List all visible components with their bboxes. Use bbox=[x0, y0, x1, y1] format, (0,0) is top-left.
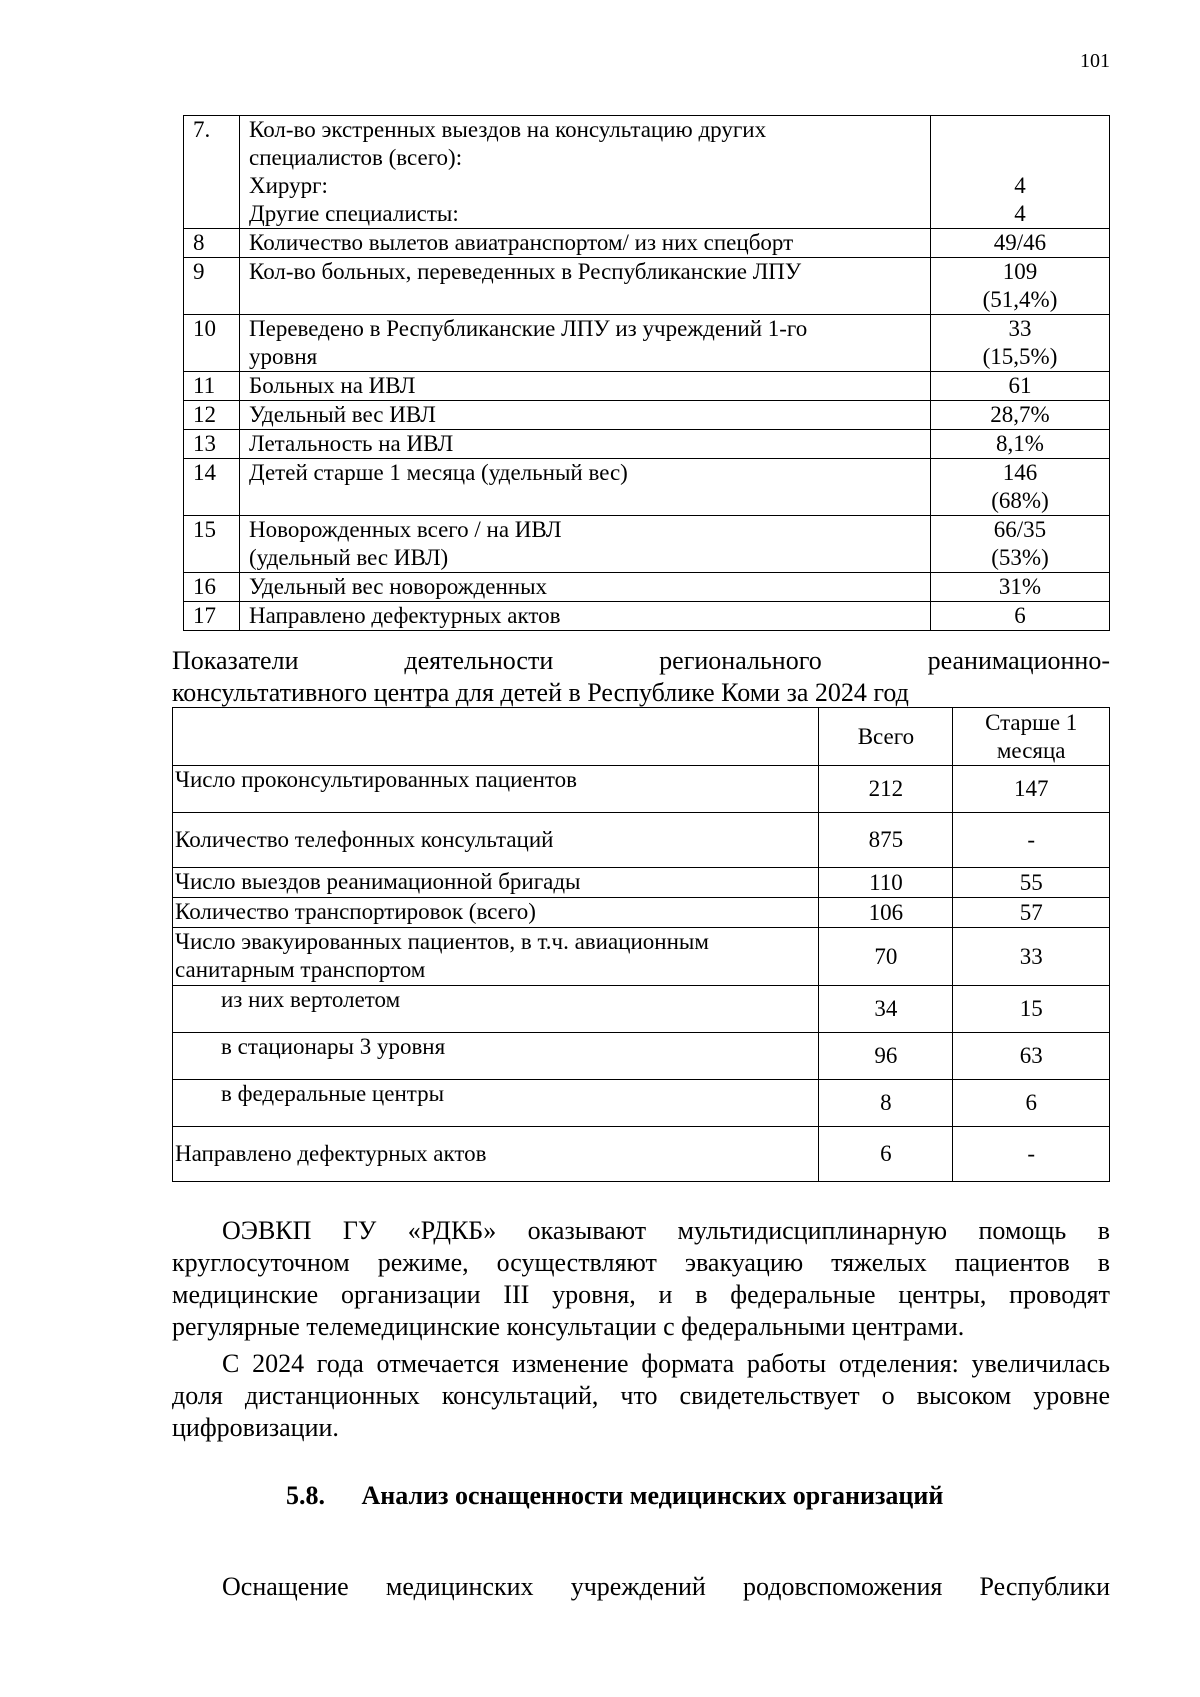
row-label: Количество транспортировок (всего) bbox=[173, 898, 819, 928]
paragraph-3-text: Оснащение медицинских учреждений родовспоможения Республики bbox=[222, 1572, 1110, 1601]
table-row bbox=[184, 459, 1110, 516]
value-line: 49/46 bbox=[993, 230, 1047, 255]
row-description bbox=[240, 229, 931, 258]
value-line: 146 bbox=[1002, 460, 1038, 485]
row-value bbox=[931, 229, 1110, 258]
header-cell-total: Всего bbox=[819, 708, 953, 766]
row-number: 16 bbox=[184, 573, 240, 602]
value-line bbox=[935, 144, 1105, 172]
row-over-1-month: 57 bbox=[953, 898, 1110, 928]
row-over-1-month: 15 bbox=[953, 986, 1110, 1033]
description-line: Детей старше 1 месяца (удельный вес) bbox=[249, 460, 628, 485]
row-total: 6 bbox=[819, 1127, 953, 1182]
row-value bbox=[931, 516, 1110, 573]
description-line: Количество вылетов авиатранспортом/ из них спецборт bbox=[249, 230, 794, 255]
header-cell-label bbox=[173, 708, 819, 766]
description-line bbox=[249, 286, 922, 314]
row-number: 15 bbox=[184, 516, 240, 573]
row-label: Количество телефонных консультаций bbox=[173, 813, 819, 868]
table-row bbox=[184, 516, 1110, 573]
description-line: Кол-во экстренных выездов на консультацию других bbox=[249, 117, 767, 142]
paragraph-1-text: ОЭВКП ГУ «РДКБ» оказывают мультидисциплинарную помощь в круглосуточном режиме, осуществляют эвакуацию тяжелых пациентов в медицинские организации III уровня, и в федеральные центры, проводят регулярные телемедицинские консультации с федеральными центрами. bbox=[172, 1216, 1110, 1341]
value-line: (51,4%) bbox=[982, 287, 1058, 312]
row-value bbox=[931, 258, 1110, 315]
row-total: 875 bbox=[819, 813, 953, 868]
description-line: уровня bbox=[249, 344, 318, 369]
row-value bbox=[931, 401, 1110, 430]
row-number: 17 bbox=[184, 602, 240, 631]
description-line: Новорожденных всего / на ИВЛ bbox=[249, 517, 562, 542]
row-number: 12 bbox=[184, 401, 240, 430]
value-line: 8,1% bbox=[996, 431, 1044, 456]
table-row bbox=[173, 986, 1110, 1033]
row-number: 10 bbox=[184, 315, 240, 372]
table-row bbox=[173, 1127, 1110, 1182]
value-line: (15,5%) bbox=[982, 344, 1058, 369]
paragraph-3 bbox=[172, 1571, 1110, 1603]
row-description bbox=[240, 372, 931, 401]
header-cell-over-1-month: Старше 1 месяца bbox=[953, 708, 1110, 766]
value-line: 33 bbox=[1008, 316, 1032, 341]
row-value bbox=[931, 116, 1110, 229]
row-total: 96 bbox=[819, 1033, 953, 1080]
row-number: 7. bbox=[184, 116, 240, 229]
value-line bbox=[935, 116, 1105, 144]
table-regional-center bbox=[172, 707, 1110, 1182]
paragraph-2-text: С 2024 года отмечается изменение формата работы отделения: увеличилась доля дистанционных консультаций, что свидетельствует о высоком уровне цифровизации. bbox=[172, 1349, 1110, 1442]
description-line bbox=[249, 487, 922, 515]
row-total: 212 bbox=[819, 766, 953, 813]
table-row bbox=[173, 898, 1110, 928]
row-total: 110 bbox=[819, 868, 953, 898]
row-label: Число проконсультированных пациентов bbox=[173, 766, 819, 813]
table-row bbox=[173, 868, 1110, 898]
table-row bbox=[173, 1033, 1110, 1080]
table-header-row bbox=[173, 708, 1110, 766]
row-label: в федеральные центры bbox=[173, 1080, 819, 1127]
row-description bbox=[240, 573, 931, 602]
description-line: Летальность на ИВЛ bbox=[249, 431, 454, 456]
paragraph-2 bbox=[172, 1348, 1110, 1444]
table-row bbox=[184, 401, 1110, 430]
value-line: (53%) bbox=[991, 545, 1049, 570]
row-over-1-month: - bbox=[953, 1127, 1110, 1182]
description-line: Другие специалисты: bbox=[249, 201, 459, 226]
value-line: 109 bbox=[1002, 259, 1038, 284]
description-line: специалистов (всего): bbox=[249, 145, 463, 170]
row-value bbox=[931, 602, 1110, 631]
row-number: 13 bbox=[184, 430, 240, 459]
table-icu-indicators bbox=[183, 115, 1110, 631]
row-description bbox=[240, 430, 931, 459]
row-label: из них вертолетом bbox=[173, 986, 819, 1033]
section-title: Анализ оснащенности медицинских организаций bbox=[361, 1481, 944, 1510]
table-row bbox=[173, 813, 1110, 868]
row-label: в стационары 3 уровня bbox=[173, 1033, 819, 1080]
table-row bbox=[184, 229, 1110, 258]
table-row bbox=[184, 116, 1110, 229]
row-over-1-month: - bbox=[953, 813, 1110, 868]
description-line: Направлено дефектурных актов bbox=[249, 603, 561, 628]
page-number: 101 bbox=[1080, 50, 1110, 72]
row-label: Число эвакуированных пациентов, в т.ч. авиационным санитарным транспортом bbox=[173, 928, 819, 986]
description-line: Больных на ИВЛ bbox=[249, 373, 416, 398]
row-number: 11 bbox=[184, 372, 240, 401]
description-line: Удельный вес новорожденных bbox=[249, 574, 548, 599]
table-row bbox=[184, 258, 1110, 315]
row-total: 34 bbox=[819, 986, 953, 1033]
table-row bbox=[184, 315, 1110, 372]
row-number: 8 bbox=[184, 229, 240, 258]
row-description bbox=[240, 315, 931, 372]
row-number: 9 bbox=[184, 258, 240, 315]
table-row bbox=[184, 430, 1110, 459]
row-value bbox=[931, 315, 1110, 372]
table-row bbox=[184, 602, 1110, 631]
row-over-1-month: 55 bbox=[953, 868, 1110, 898]
row-value bbox=[931, 573, 1110, 602]
value-line: 28,7% bbox=[990, 402, 1050, 427]
description-line: Удельный вес ИВЛ bbox=[249, 402, 436, 427]
row-description bbox=[240, 116, 931, 229]
description-line: (удельный вес ИВЛ) bbox=[249, 545, 449, 570]
table-row bbox=[173, 928, 1110, 986]
row-description bbox=[240, 516, 931, 573]
section-heading bbox=[286, 1480, 943, 1512]
description-line: Хирург: bbox=[249, 173, 328, 198]
row-label: Число выездов реанимационной бригады bbox=[173, 868, 819, 898]
section-number: 5.8. bbox=[286, 1481, 325, 1510]
row-label: Направлено дефектурных актов bbox=[173, 1127, 819, 1182]
row-description bbox=[240, 258, 931, 315]
paragraph-1 bbox=[172, 1215, 1110, 1343]
table-row bbox=[184, 573, 1110, 602]
row-total: 106 bbox=[819, 898, 953, 928]
value-line: 6 bbox=[1014, 603, 1026, 628]
row-over-1-month: 63 bbox=[953, 1033, 1110, 1080]
row-description bbox=[240, 602, 931, 631]
table-caption-line-2: консультативного центра для детей в Республике Коми за 2024 год bbox=[172, 678, 909, 707]
row-description bbox=[240, 459, 931, 516]
row-over-1-month: 33 bbox=[953, 928, 1110, 986]
table-row bbox=[173, 1080, 1110, 1127]
value-line: 4 bbox=[1014, 201, 1026, 226]
row-over-1-month: 6 bbox=[953, 1080, 1110, 1127]
row-description bbox=[240, 401, 931, 430]
value-line: (68%) bbox=[991, 488, 1049, 513]
description-line: Кол-во больных, переведенных в Республиканские ЛПУ bbox=[249, 259, 802, 284]
description-line: Переведено в Республиканские ЛПУ из учреждений 1-го bbox=[249, 316, 808, 341]
value-line: 4 bbox=[1014, 173, 1026, 198]
table-caption-line-1: Показатели деятельности регионального реанимационно- bbox=[172, 646, 1110, 675]
value-line: 66/35 bbox=[993, 517, 1047, 542]
table-row bbox=[173, 766, 1110, 813]
row-number: 14 bbox=[184, 459, 240, 516]
row-value bbox=[931, 372, 1110, 401]
row-total: 70 bbox=[819, 928, 953, 986]
value-line: 31% bbox=[998, 574, 1042, 599]
row-value bbox=[931, 459, 1110, 516]
row-value bbox=[931, 430, 1110, 459]
row-total: 8 bbox=[819, 1080, 953, 1127]
table-row bbox=[184, 372, 1110, 401]
value-line: 61 bbox=[1008, 373, 1032, 398]
row-over-1-month: 147 bbox=[953, 766, 1110, 813]
